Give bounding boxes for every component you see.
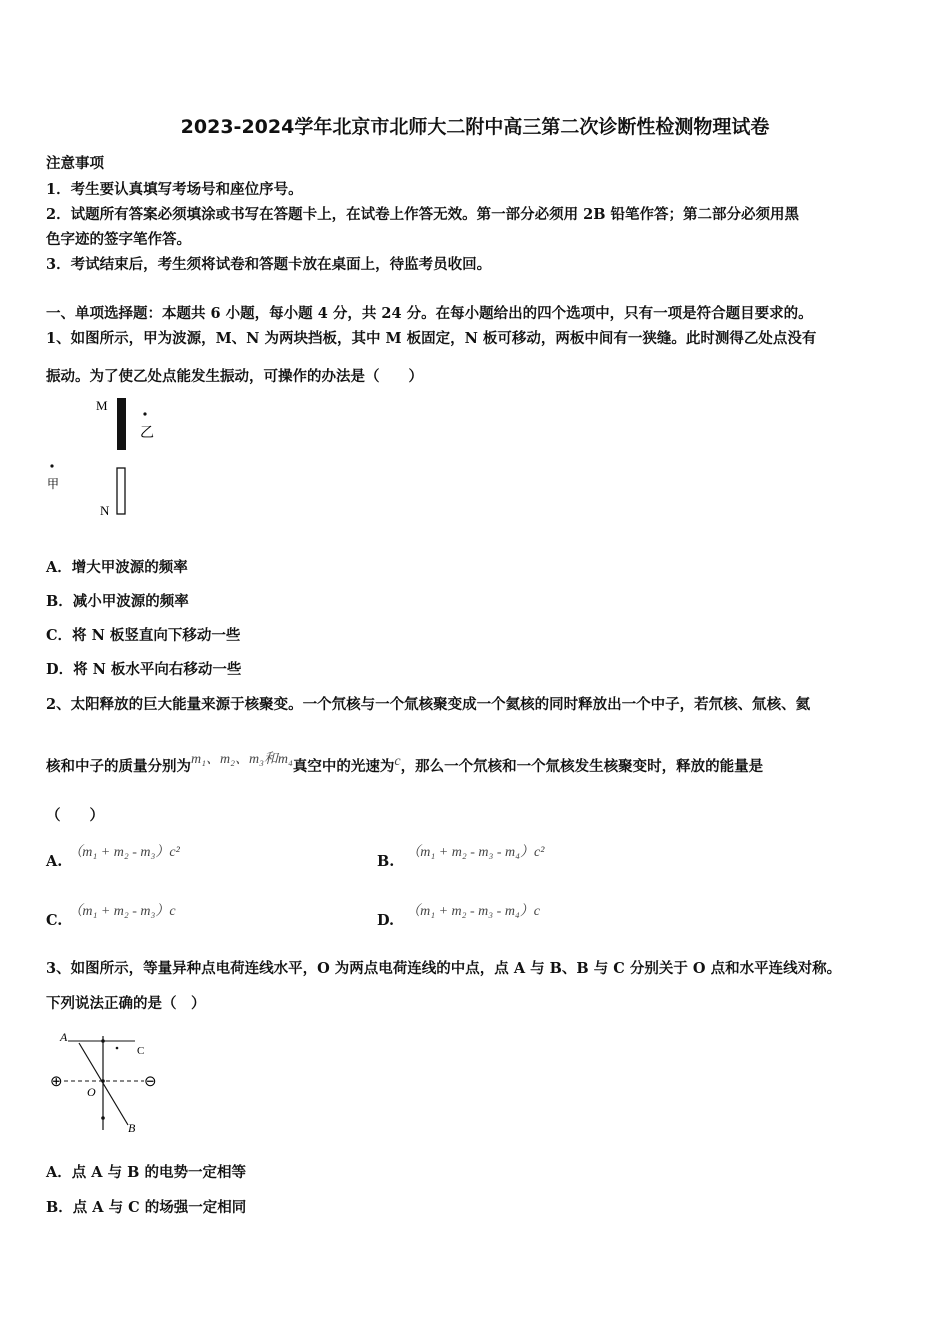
label-o: O — [87, 1085, 96, 1099]
label-n: N — [100, 503, 110, 518]
point-jia — [50, 464, 53, 467]
q1-option-d[interactable]: D．将 N 板水平向右移动一些 — [46, 661, 242, 678]
label-c: C — [137, 1045, 145, 1057]
q2-text-b: 真空中的光速为 — [292, 758, 395, 775]
q2-option-d-label: D. — [377, 912, 395, 929]
q2-option-b-expr: （m₁ + m₂ - m₃ - m₄）c² — [406, 845, 545, 860]
point-yi — [143, 412, 146, 415]
charge-minus: ⊖ — [144, 1074, 157, 1090]
q2-light-speed: c — [394, 754, 401, 769]
label-yi: 乙 — [140, 426, 154, 441]
q3-figure — [44, 1028, 174, 1140]
q2-stem-line2 — [46, 752, 764, 776]
q1-option-a[interactable]: A．增大甲波源的频率 — [46, 559, 188, 576]
point-bottom — [101, 1116, 105, 1120]
q3-stem-line2: 下列说法正确的是（ ） — [46, 995, 206, 1012]
q1-figure — [40, 393, 170, 523]
label-b: B — [128, 1121, 136, 1135]
q2-text-c: ，那么一个氘核和一个氚核发生核聚变时，释放的能量是 — [400, 758, 764, 775]
q1-option-c[interactable]: C．将 N 板竖直向下移动一些 — [46, 627, 241, 644]
q2-option-b[interactable] — [377, 845, 545, 871]
q2-text-a: 核和中子的质量分别为 — [46, 758, 191, 775]
page-title: 2023-2024学年北京市北师大二附中高三第二次诊断性检测物理试卷 — [180, 116, 770, 138]
q2-option-c-expr: （m₁ + m₂ - m₃）c — [68, 904, 176, 919]
label-a: A — [60, 1030, 68, 1044]
label-m: M — [96, 398, 108, 413]
q1-stem-line1: 1、如图所示，甲为波源，M、N 为两块挡板，其中 M 板固定，N 板可移动，两板中间有一狭缝。此时测得乙处点没有 — [46, 330, 817, 347]
q2-option-a-expr: （m₁ + m₂ - m₃）c² — [68, 845, 180, 860]
q2-option-b-label: B. — [377, 853, 395, 870]
point-top — [101, 1039, 105, 1043]
q2-option-c-label: C. — [46, 912, 63, 929]
notice-item-2-cont: 色字迹的签字笔作答。 — [46, 231, 191, 248]
label-jia: 甲 — [47, 477, 60, 491]
notice-item-2: 2．试题所有答案必须填涂或书写在答题卡上，在试卷上作答无效。第一部分必须用 2B 铅笔作答；第二部分必须用黑 — [46, 206, 800, 223]
q2-masses: m₁、m₂、m₃和m₄ — [191, 752, 293, 767]
notice-item-1: 1．考生要认真填写考场号和座位序号。 — [46, 181, 303, 198]
q2-answer-paren: （ ） — [46, 807, 104, 824]
q1-stem-line2: 振动。为了使乙处点能发生振动，可操作的办法是（ ） — [46, 368, 423, 385]
q3-option-a[interactable]: A．点 A 与 B 的电势一定相等 — [46, 1164, 246, 1181]
q2-option-c[interactable] — [46, 904, 176, 930]
q2-option-a-label: A. — [46, 853, 63, 870]
q2-stem-line1: 2、太阳释放的巨大能量来源于核聚变。一个氘核与一个氚核聚变成一个氦核的同时释放出一个中子，若氘核、氚核、氦 — [46, 696, 811, 713]
q2-option-a[interactable] — [46, 845, 180, 871]
charge-plus: ⊕ — [50, 1074, 63, 1090]
section-heading: 一、单项选择题：本题共 6 小题，每小题 4 分，共 24 分。在每小题给出的四个选项中，只有一项是符合题目要求的。 — [46, 305, 813, 322]
q2-option-d[interactable] — [377, 904, 541, 930]
q2-option-d-expr: （m₁ + m₂ - m₃ - m₄）c — [406, 904, 541, 919]
q3-stem-line1: 3、如图所示，等量异种点电荷连线水平，O 为两点电荷连线的中点，点 A 与 B、B 与 C 分别关于 O 点和水平连线对称。 — [46, 960, 842, 977]
notice-item-3: 3．考试结束后，考生须将试卷和答题卡放在桌面上，待监考员收回。 — [46, 256, 492, 273]
q3-option-b[interactable]: B．点 A 与 C 的场强一定相同 — [46, 1199, 247, 1216]
point-c — [116, 1047, 119, 1050]
q1-option-b[interactable]: B．减小甲波源的频率 — [46, 593, 189, 610]
plate-n — [117, 468, 125, 514]
plate-m — [117, 398, 126, 450]
point-o — [101, 1079, 105, 1083]
notice-heading: 注意事项 — [46, 155, 104, 172]
